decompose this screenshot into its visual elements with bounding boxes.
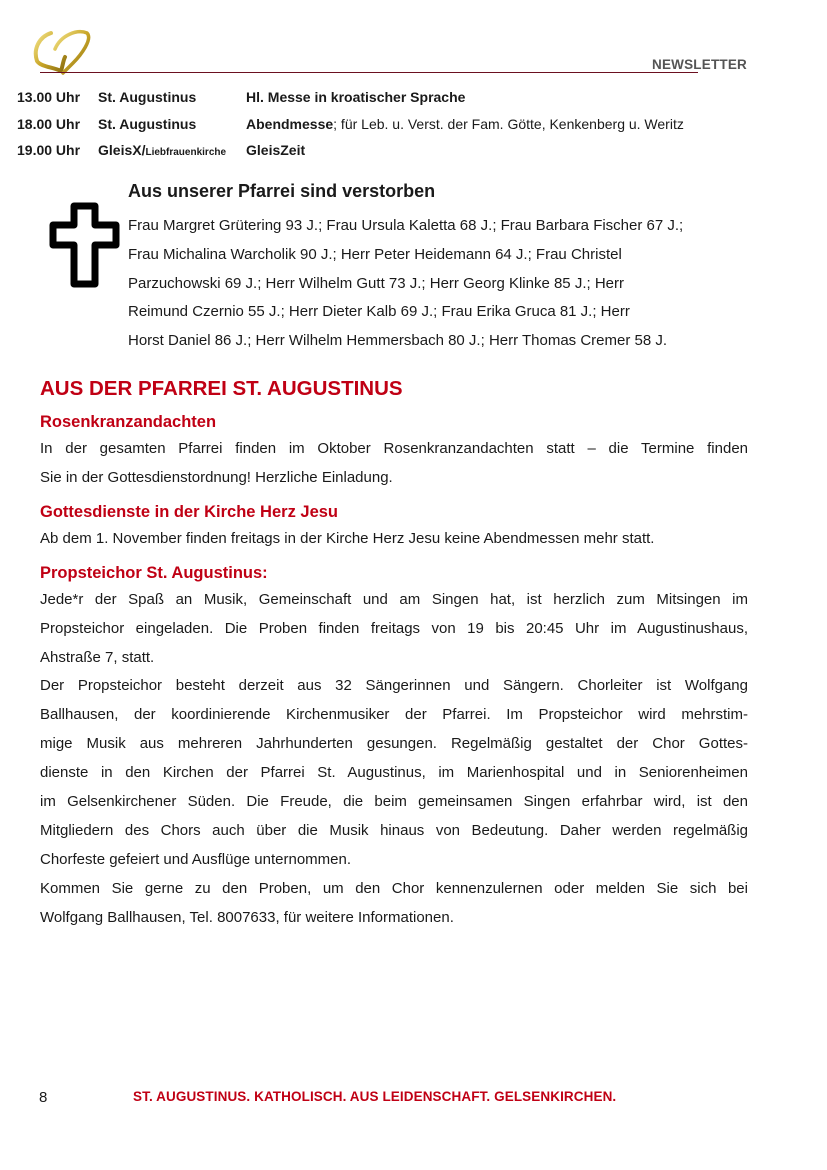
article-paragraph	[40, 525, 748, 554]
paragraph-line: Ahstraße 7, statt.	[40, 648, 155, 666]
parish-section	[40, 376, 748, 933]
paragraph-line: Der Propsteichor besteht derzeit aus 32 Sängerinnen und Sängern. Chorleiter ist Wolfgang	[40, 677, 748, 695]
obituary-line: Reimund Czernio 55 J.; Herr Dieter Kalb 69 J.; Frau Erika Gruca 81 J.; Herr	[128, 303, 630, 321]
schedule-description	[246, 88, 465, 106]
paragraph-line: Wolfgang Ballhausen, Tel. 8007633, für weitere Informationen.	[40, 908, 454, 926]
article-paragraph	[40, 435, 748, 493]
schedule-desc-bold: GleisZeit	[246, 142, 306, 158]
paragraph-line: Propsteichor eingeladen. Die Proben finden freitags von 19 bis 20:45 Uhr im Augustinushaus,	[40, 619, 748, 637]
schedule-description	[246, 115, 684, 133]
cross-icon	[49, 202, 120, 288]
newsletter-label: NEWSLETTER	[652, 57, 747, 72]
paragraph-line: dienste in den Kirchen der Pfarrei St. Augustinus, im Marienhospital und in Seniorenheimen	[40, 764, 748, 782]
schedule-place	[98, 141, 226, 162]
article-paragraph	[40, 586, 748, 673]
paragraph-line: mige Musik aus mehreren Jahrhunderten gesungen. Regelmäßig gestaltet der Chor Gottes-	[40, 735, 748, 753]
golden-heart-logo-icon	[33, 27, 93, 75]
article-heading: Propsteichor St. Augustinus:	[40, 563, 268, 582]
paragraph-line: Ab dem 1. November finden freitags in der Kirche Herz Jesu keine Abendmessen mehr statt.	[40, 529, 655, 547]
section-title: AUS DER PFARREI ST. AUGUSTINUS	[40, 377, 403, 400]
schedule-place	[98, 115, 196, 133]
schedule-place-name: GleisX/	[98, 142, 146, 158]
article-heading: Gottesdienste in der Kirche Herz Jesu	[40, 502, 339, 521]
obituary-line: Parzuchowski 69 J.; Herr Wilhelm Gutt 73 J.; Herr Georg Klinke 85 J.; Herr	[128, 274, 624, 292]
schedule-desc-rest: ; für Leb. u. Verst. der Fam. Götte, Kenkenberg u. Weritz	[333, 115, 684, 132]
paragraph-line: Kommen Sie gerne zu den Proben, um den Chor kennenzulernen oder melden Sie sich bei	[40, 879, 748, 897]
article-paragraph	[40, 875, 748, 933]
paragraph-line: Jede*r der Spaß an Musik, Gemeinschaft und am Singen hat, ist herzlich zum Mitsingen im	[40, 590, 748, 608]
obituary-title: Aus unserer Pfarrei sind verstorben	[128, 181, 436, 201]
schedule-place	[98, 88, 196, 106]
paragraph-line: In der gesamten Pfarrei finden im Oktober Rosenkranzandachten statt – die Termine finden	[40, 440, 748, 457]
schedule-description	[246, 141, 305, 159]
obituary-line: Frau Michalina Warcholik 90 J.; Herr Peter Heidemann 64 J.; Frau Christel	[128, 245, 622, 263]
schedule-place-sub: Liebfrauenkirche	[145, 147, 227, 158]
header-rule	[40, 72, 698, 73]
footer-tagline: ST. AUGUSTINUS. KATHOLISCH. AUS LEIDENSCHAFT. GELSENKIRCHEN.	[133, 1089, 617, 1104]
paragraph-line: im Gelsenkirchener Süden. Die Freude, die beim gemeinsamen Singen erfahrbar wird, ist den	[40, 793, 748, 811]
obituary-line: Frau Margret Grütering 93 J.; Frau Ursula Kaletta 68 J.; Frau Barbara Fischer 67 J.;	[128, 217, 684, 234]
article-heading: Rosenkranzandachten	[40, 413, 217, 431]
schedule-desc-bold: Abendmesse	[246, 115, 334, 132]
schedule-time: 13.00 Uhr	[17, 89, 81, 105]
obituary-line: Horst Daniel 86 J.; Herr Wilhelm Hemmersbach 80 J.; Herr Thomas Cremer 58 J.	[128, 332, 668, 350]
paragraph-line: Mitgliedern des Chors auch über die Musik hinaus von Bedeutung. Daher werden regelmäßig	[40, 821, 748, 839]
paragraph-line: Sie in der Gottesdienstordnung! Herzliche Einladung.	[40, 468, 393, 486]
article-paragraph	[40, 672, 748, 874]
schedule-desc-bold: Hl. Messe in kroatischer Sprache	[246, 89, 466, 105]
schedule-time: 18.00 Uhr	[17, 115, 81, 132]
schedule-place-name: St. Augustinus	[98, 89, 197, 105]
paragraph-line: Ballhausen, der koordinierende Kirchenmusiker der Pfarrei. Im Propsteichor wird mehrstim-	[40, 706, 748, 724]
schedule-place-name: St. Augustinus	[98, 115, 197, 132]
page-number: 8	[39, 1089, 48, 1106]
obituary-text	[128, 212, 748, 356]
schedule-time: 19.00 Uhr	[17, 142, 81, 158]
paragraph-line: Chorfeste gefeiert und Ausflüge unternommen.	[40, 850, 352, 868]
